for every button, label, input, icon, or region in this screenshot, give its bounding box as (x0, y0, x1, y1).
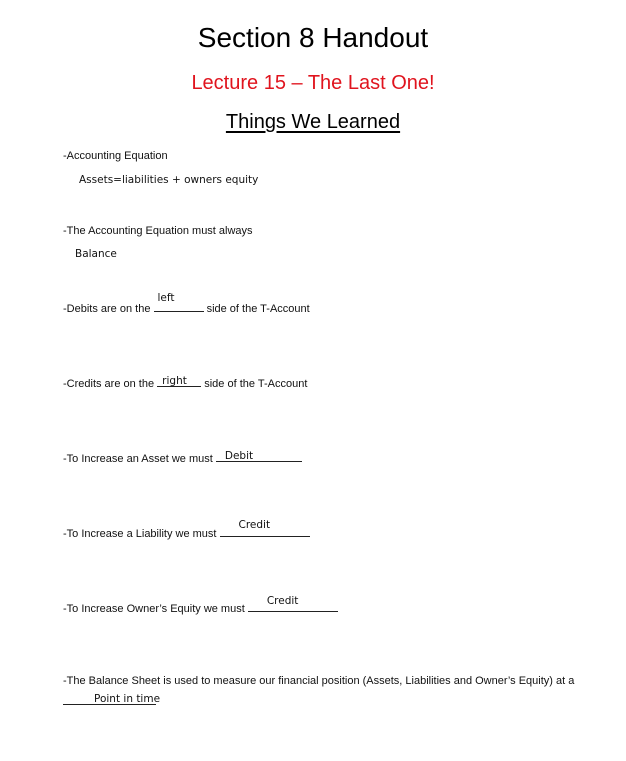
answer-blank-equity (248, 595, 338, 612)
question-increase-asset (63, 450, 302, 465)
answer-credits-side: right (162, 375, 187, 387)
question-increase-equity (63, 595, 338, 615)
answer-blank-balance-sheet (63, 693, 161, 705)
prompt-accounting-equation: -Accounting Equation (63, 150, 168, 162)
prompt-debits-after: side of the T-Account (206, 303, 310, 315)
prompt-debits-before: -Debits are on the (63, 303, 151, 315)
answer-increase-equity: Credit (266, 595, 299, 607)
prompt-increase-liability: -To Increase a Liability we must (63, 528, 217, 540)
prompt-increase-equity: -To Increase Owner’s Equity we must (63, 603, 245, 615)
question-debits-side (63, 292, 310, 315)
answer-blank-liability (220, 519, 310, 537)
question-credits-side (63, 375, 307, 390)
answer-accounting-equation: Assets=liabilities + owners equity (79, 174, 259, 186)
answer-equation-balance: Balance (75, 248, 117, 260)
answer-blank-debits (154, 292, 204, 312)
answer-increase-asset: Debit (224, 450, 254, 462)
page-title: Section 8 Handout (197, 22, 429, 53)
answer-blank-credits (157, 375, 201, 387)
prompt-equation-balance: -The Accounting Equation must always (63, 225, 253, 237)
section-heading-text: Things We Learned (225, 111, 401, 133)
question-increase-liability (63, 519, 310, 540)
answer-increase-liability: Credit (238, 519, 271, 531)
answer-blank-asset (216, 450, 302, 462)
lecture-subtitle: Lecture 15 – The Last One! (191, 72, 435, 94)
section-heading (0, 111, 626, 134)
prompt-credits-after: side of the T-Account (204, 378, 308, 390)
answer-debits-side: left (157, 292, 175, 304)
prompt-increase-asset: -To Increase an Asset we must (63, 453, 213, 465)
answer-line-balance-sheet (63, 693, 161, 708)
answer-balance-sheet: Point in time (94, 693, 161, 705)
prompt-balance-sheet: -The Balance Sheet is used to measure our financial position (Assets, Liabilities and Owner’s Equity) at a (63, 675, 575, 687)
prompt-credits-before: -Credits are on the (63, 378, 155, 390)
